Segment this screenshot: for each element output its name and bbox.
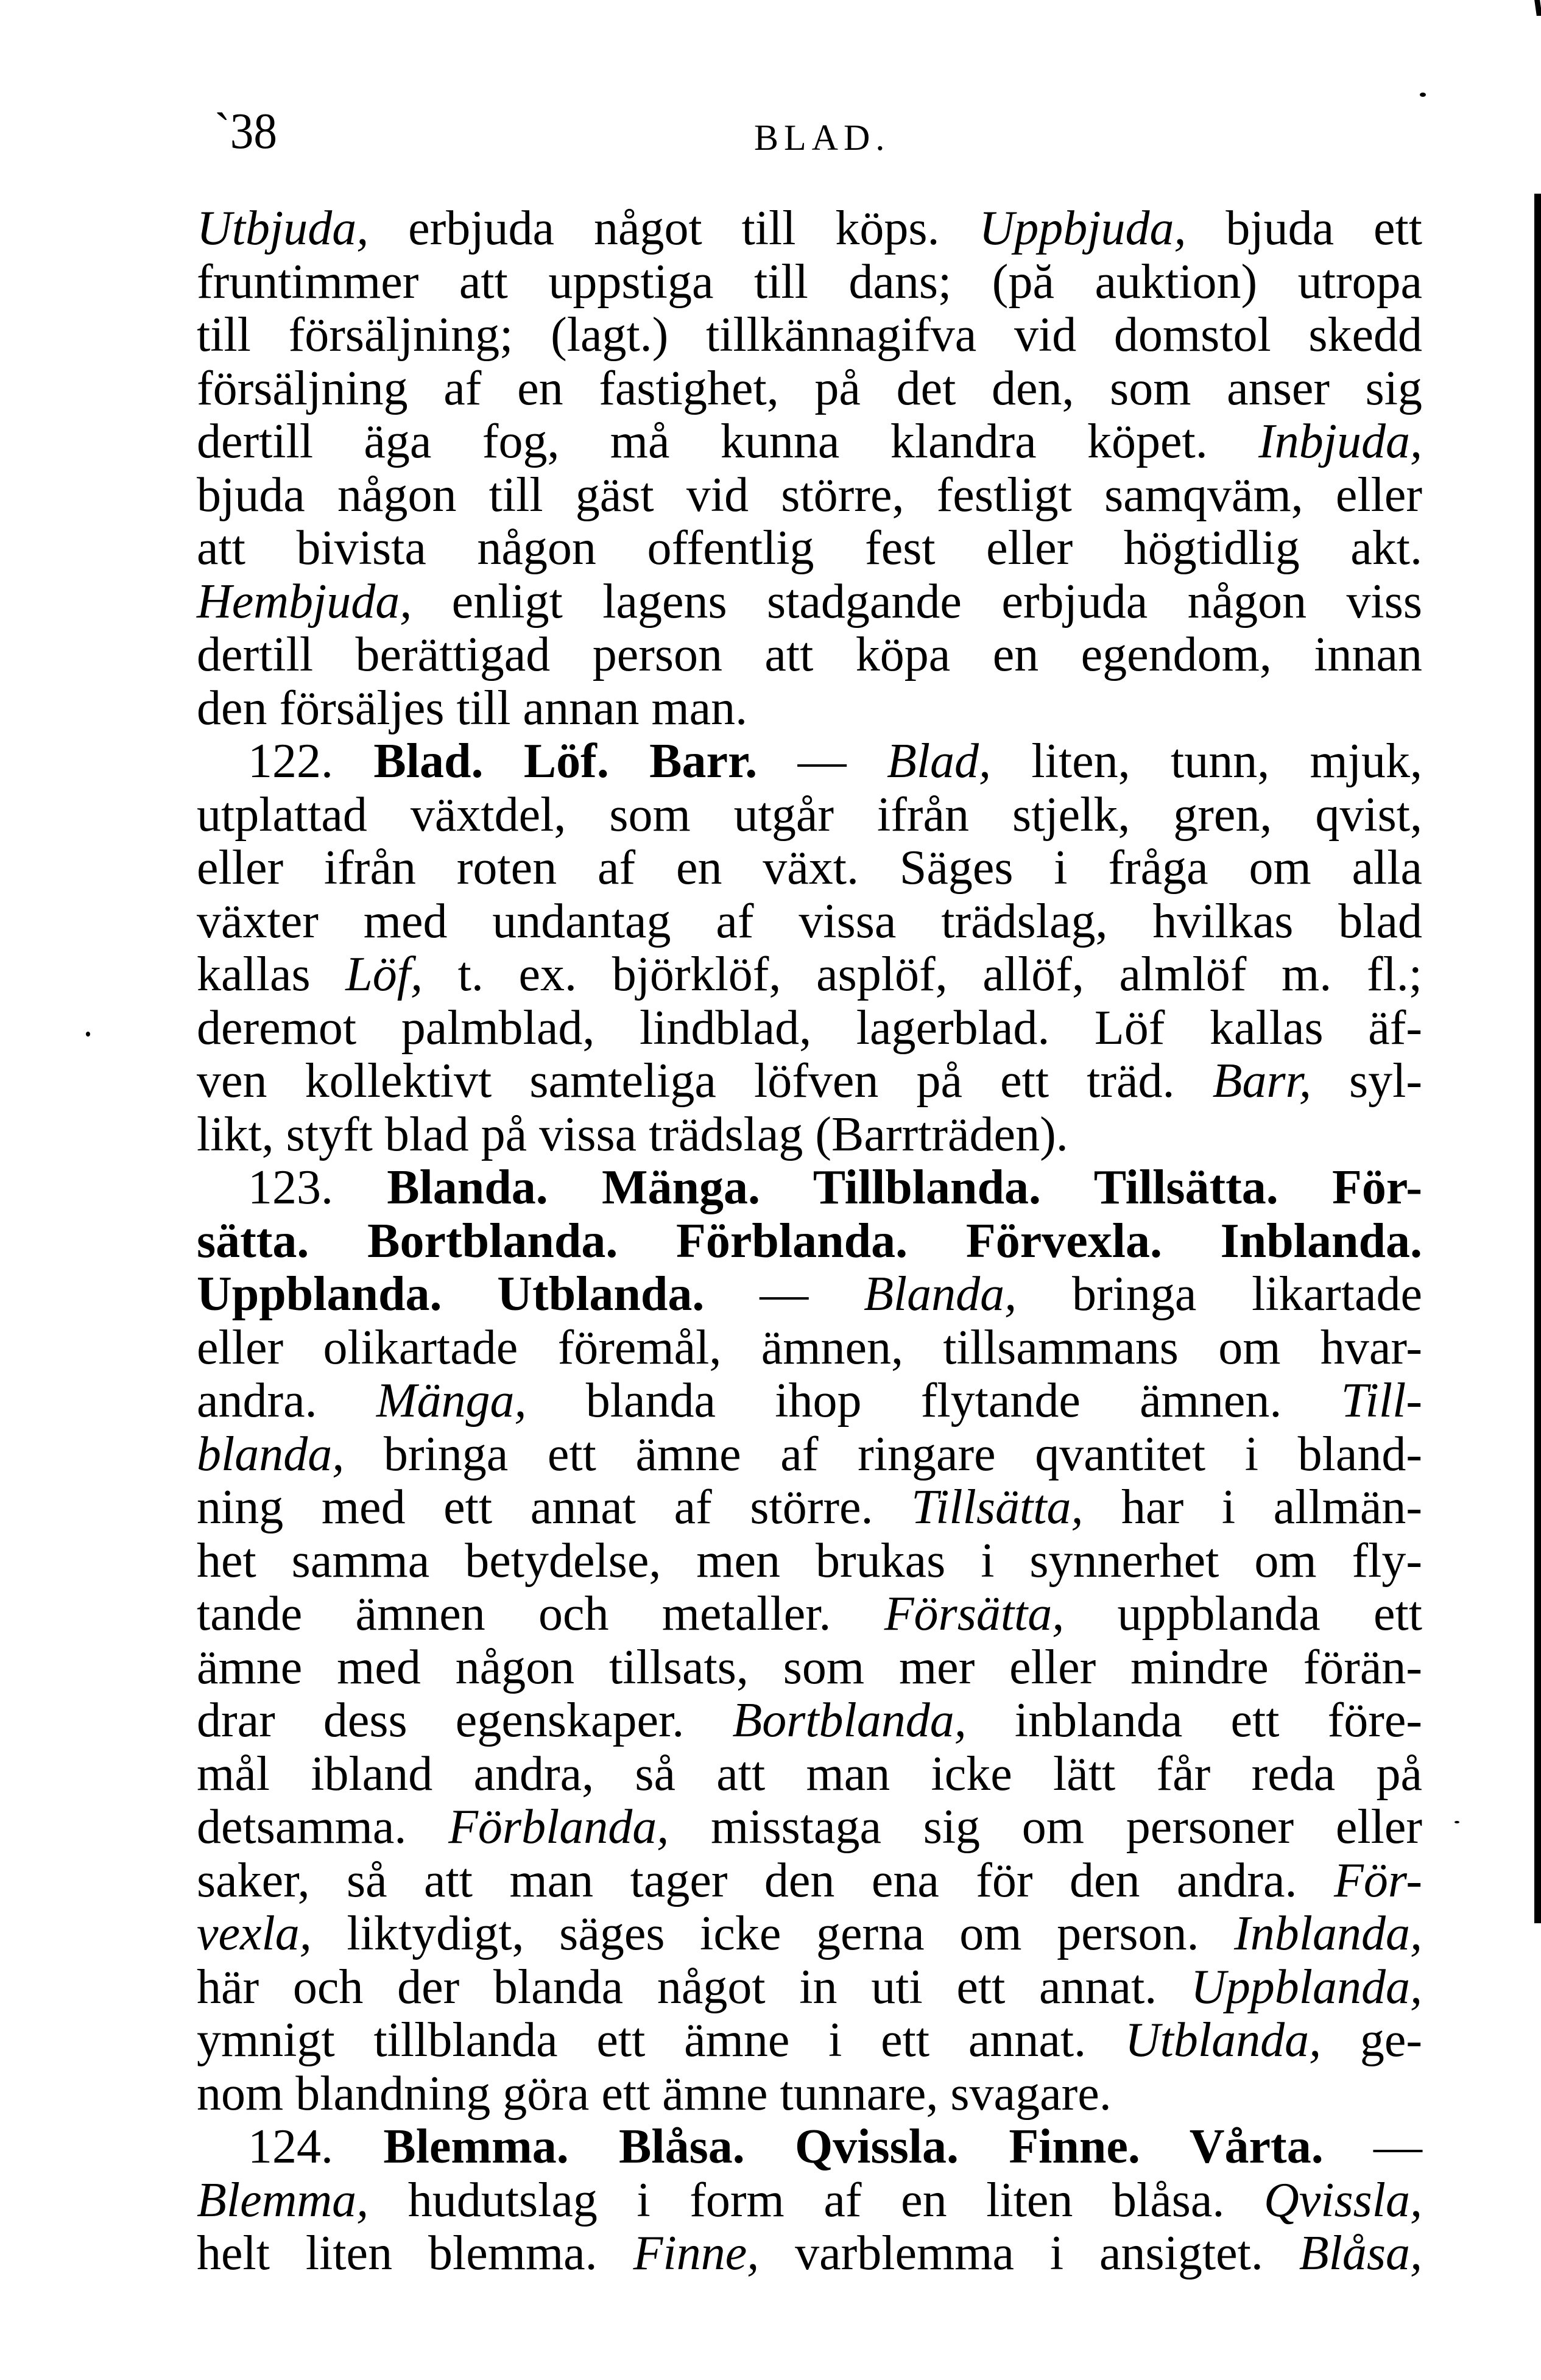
text-run: 122.: [248, 734, 374, 788]
text-line: [197, 1215, 1422, 1269]
text-line: [197, 2068, 1422, 2121]
text-line: [197, 1268, 1422, 1322]
text-run: mål ibland andra, så att man icke lätt får reda på: [197, 1747, 1422, 1801]
text-run: utplattad växtdel, som utgår ifrån stjelk, gren, qvist,: [197, 787, 1422, 842]
text-line: [197, 2014, 1422, 2068]
text-run: kallas: [197, 948, 346, 1001]
italic-term: Uppbjuda,: [979, 202, 1187, 255]
italic-term: För-: [1333, 1853, 1422, 1907]
text-run: försäljning af en fastighet, på det den, som anser sig: [197, 361, 1422, 415]
text-run: helt liten blemma.: [197, 2227, 633, 2280]
text-run: liten, tunn, mjuk,: [991, 734, 1423, 788]
text-line: [197, 1161, 1422, 1215]
text-run: misstaga sig om personer eller: [669, 1800, 1422, 1854]
text-run: het samma betydelse, men brukas i synnerhet om fly-: [197, 1533, 1422, 1588]
text-run: har i allmän-: [1083, 1480, 1422, 1534]
text-run: växter med undantag af vissa trädslag, hvilkas blad: [197, 894, 1422, 948]
text-run: ven kollektivt samteliga löfven på ett träd.: [197, 1054, 1213, 1108]
bold-heading: Blad. Löf. Barr.: [373, 734, 758, 788]
text-run: bringa likartade: [1017, 1267, 1423, 1321]
italic-term: Blåsa,: [1299, 2227, 1422, 2280]
italic-term: Hembjuda,: [197, 574, 412, 628]
italic-term: Uppblanda,: [1191, 1960, 1422, 2014]
italic-term: Utblanda,: [1124, 2013, 1322, 2067]
scan-speck: [86, 1032, 90, 1037]
text-run: —: [704, 1267, 864, 1321]
text-line: [197, 1535, 1422, 1588]
text-line: [197, 735, 1422, 789]
scan-edge-border: [1534, 194, 1541, 1923]
bold-heading: Blanda. Mänga. Tillblanda. Tillsätta. För-: [387, 1161, 1423, 1214]
text-line: [197, 1588, 1422, 1641]
bold-heading: sätta. Bortblanda. Förblanda. Förvexla. Inblanda.: [197, 1214, 1422, 1268]
text-run: ymnigt tillblanda ett ämne i ett annat.: [197, 2013, 1125, 2067]
text-line: [197, 682, 1422, 736]
italic-term: blanda,: [197, 1427, 345, 1481]
running-head-title: BLAD.: [754, 118, 890, 158]
text-line: [197, 1055, 1422, 1108]
text-run: bjuda någon till gäst vid större, festligt samqväm, eller: [197, 468, 1422, 522]
text-run: dertill berättigad person att köpa en egendom, innan: [197, 628, 1422, 681]
text-run: att bivista någon offentlig fest eller högtidlig akt.: [197, 521, 1422, 575]
text-run: eller olikartade föremål, ämnen, tillsammans om hvar-: [197, 1320, 1422, 1375]
text-line: [197, 1961, 1422, 2015]
text-run: till försäljning; (lagt.) tillkännagifva vid domstol skedd: [197, 308, 1422, 362]
italic-term: Förblanda,: [448, 1800, 669, 1854]
text-line: [197, 2174, 1422, 2228]
text-line: [197, 895, 1422, 949]
text-run: —: [757, 734, 887, 788]
page-number: `38: [214, 103, 278, 160]
text-run: andra.: [197, 1374, 376, 1428]
running-head: [0, 104, 1541, 158]
text-run: dertill äga fog, må kunna klandra köpet.: [197, 415, 1259, 468]
text-run: bjuda ett: [1186, 202, 1422, 255]
text-line: [197, 1375, 1422, 1428]
text-run: enligt lagens stadgande erbjuda någon viss: [412, 574, 1422, 628]
scan-speck: [1455, 1821, 1459, 1823]
text-run: den försäljes till annan man.: [197, 681, 748, 735]
text-run: erbjuda något till köps.: [368, 202, 979, 255]
text-run: bringa ett ämne af ringare qvantitet i bland-: [344, 1427, 1422, 1481]
text-run: ge-: [1321, 2013, 1422, 2067]
text-run: tande ämnen och metaller.: [197, 1587, 884, 1641]
text-run: likt, styft blad på vissa trädslag (Barrträden).: [197, 1107, 1068, 1161]
text-run: här och der blanda något in uti ett annat.: [197, 1960, 1191, 2014]
text-line: [197, 2227, 1422, 2281]
text-line: [197, 309, 1422, 362]
text-line: [197, 1748, 1422, 1801]
text-line: [197, 362, 1422, 416]
text-line: [197, 415, 1422, 469]
body-text: [197, 202, 1422, 2281]
italic-term: Mänga,: [376, 1374, 527, 1428]
text-line: [197, 1907, 1422, 1961]
text-run: fruntimmer att uppstiga till dans; (pă auktion) utropa: [197, 255, 1422, 309]
text-run: t. ex. björklöf, asplöf, allöf, almlöf m. fl.;: [422, 948, 1422, 1001]
text-run: uppblanda ett: [1064, 1587, 1422, 1641]
text-run: liktydigt, säges icke gerna om person.: [311, 1907, 1235, 1960]
text-run: deremot palmblad, lindblad, lagerblad. Löf kallas äf-: [197, 1001, 1422, 1055]
italic-term: Utbjuda,: [197, 202, 369, 255]
italic-term: vexla,: [197, 1907, 312, 1960]
text-run: ning med ett annat af större.: [197, 1480, 912, 1534]
text-run: detsamma.: [197, 1800, 449, 1854]
italic-term: Inblanda,: [1234, 1907, 1422, 1960]
text-line: [197, 1322, 1422, 1375]
italic-term: Blanda,: [864, 1267, 1017, 1321]
text-line: [197, 842, 1422, 895]
text-run: ämne med någon tillsats, som mer eller mindre förän-: [197, 1640, 1422, 1694]
text-line: [197, 628, 1422, 682]
italic-term: Till-: [1341, 1374, 1422, 1428]
text-line: [197, 1428, 1422, 1482]
italic-term: Bortblanda,: [732, 1694, 967, 1747]
text-line: [197, 1002, 1422, 1055]
italic-term: Löf,: [345, 948, 423, 1001]
text-line: [197, 1694, 1422, 1748]
text-line: [197, 1801, 1422, 1854]
text-run: drar dess egenskaper.: [197, 1694, 733, 1747]
text-run: varblemma i ansigtet.: [759, 2227, 1299, 2280]
text-line: [197, 522, 1422, 576]
italic-term: Qvissla,: [1264, 2173, 1422, 2227]
italic-term: Finne,: [633, 2227, 760, 2280]
text-run: inblanda ett före-: [966, 1694, 1423, 1747]
italic-term: Barr,: [1212, 1054, 1311, 1108]
text-run: eller ifrån roten af en växt. Säges i fråga om alla: [197, 841, 1422, 895]
italic-term: Försätta,: [884, 1587, 1065, 1641]
text-line: [197, 256, 1422, 309]
text-line: [197, 948, 1422, 1002]
text-line: [197, 1481, 1422, 1535]
scan-edge-mark: [1534, 0, 1541, 16]
italic-term: Blemma,: [197, 2173, 369, 2227]
text-run: saker, så att man tager den ena för den andra.: [197, 1853, 1334, 1907]
italic-term: Inbjuda,: [1258, 415, 1422, 468]
text-line: [197, 576, 1422, 629]
text-run: 123.: [248, 1161, 387, 1214]
text-line: [197, 202, 1422, 256]
text-line: [197, 789, 1422, 842]
text-run: nom blandning göra ett ämne tunnare, svagare.: [197, 2066, 1112, 2121]
text-run: syl-: [1311, 1054, 1423, 1108]
text-line: [197, 469, 1422, 523]
text-run: —: [1323, 2120, 1423, 2174]
italic-term: Tillsätta,: [911, 1480, 1084, 1534]
text-line: [197, 1854, 1422, 1908]
text-run: 124.: [248, 2120, 384, 2174]
text-line: [197, 2121, 1422, 2174]
text-run: blanda ihop flytande ämnen.: [526, 1374, 1341, 1428]
text-run: hudutslag i form af en liten blåsa.: [368, 2173, 1264, 2227]
text-line: [197, 1108, 1422, 1162]
scan-speck: [1420, 93, 1426, 97]
italic-term: Blad,: [886, 734, 992, 788]
bold-heading: Blemma. Blåsa. Qvissla. Finne. Vårta.: [383, 2120, 1324, 2174]
bold-heading: Uppblanda. Utblanda.: [197, 1267, 705, 1321]
text-line: [197, 1641, 1422, 1695]
